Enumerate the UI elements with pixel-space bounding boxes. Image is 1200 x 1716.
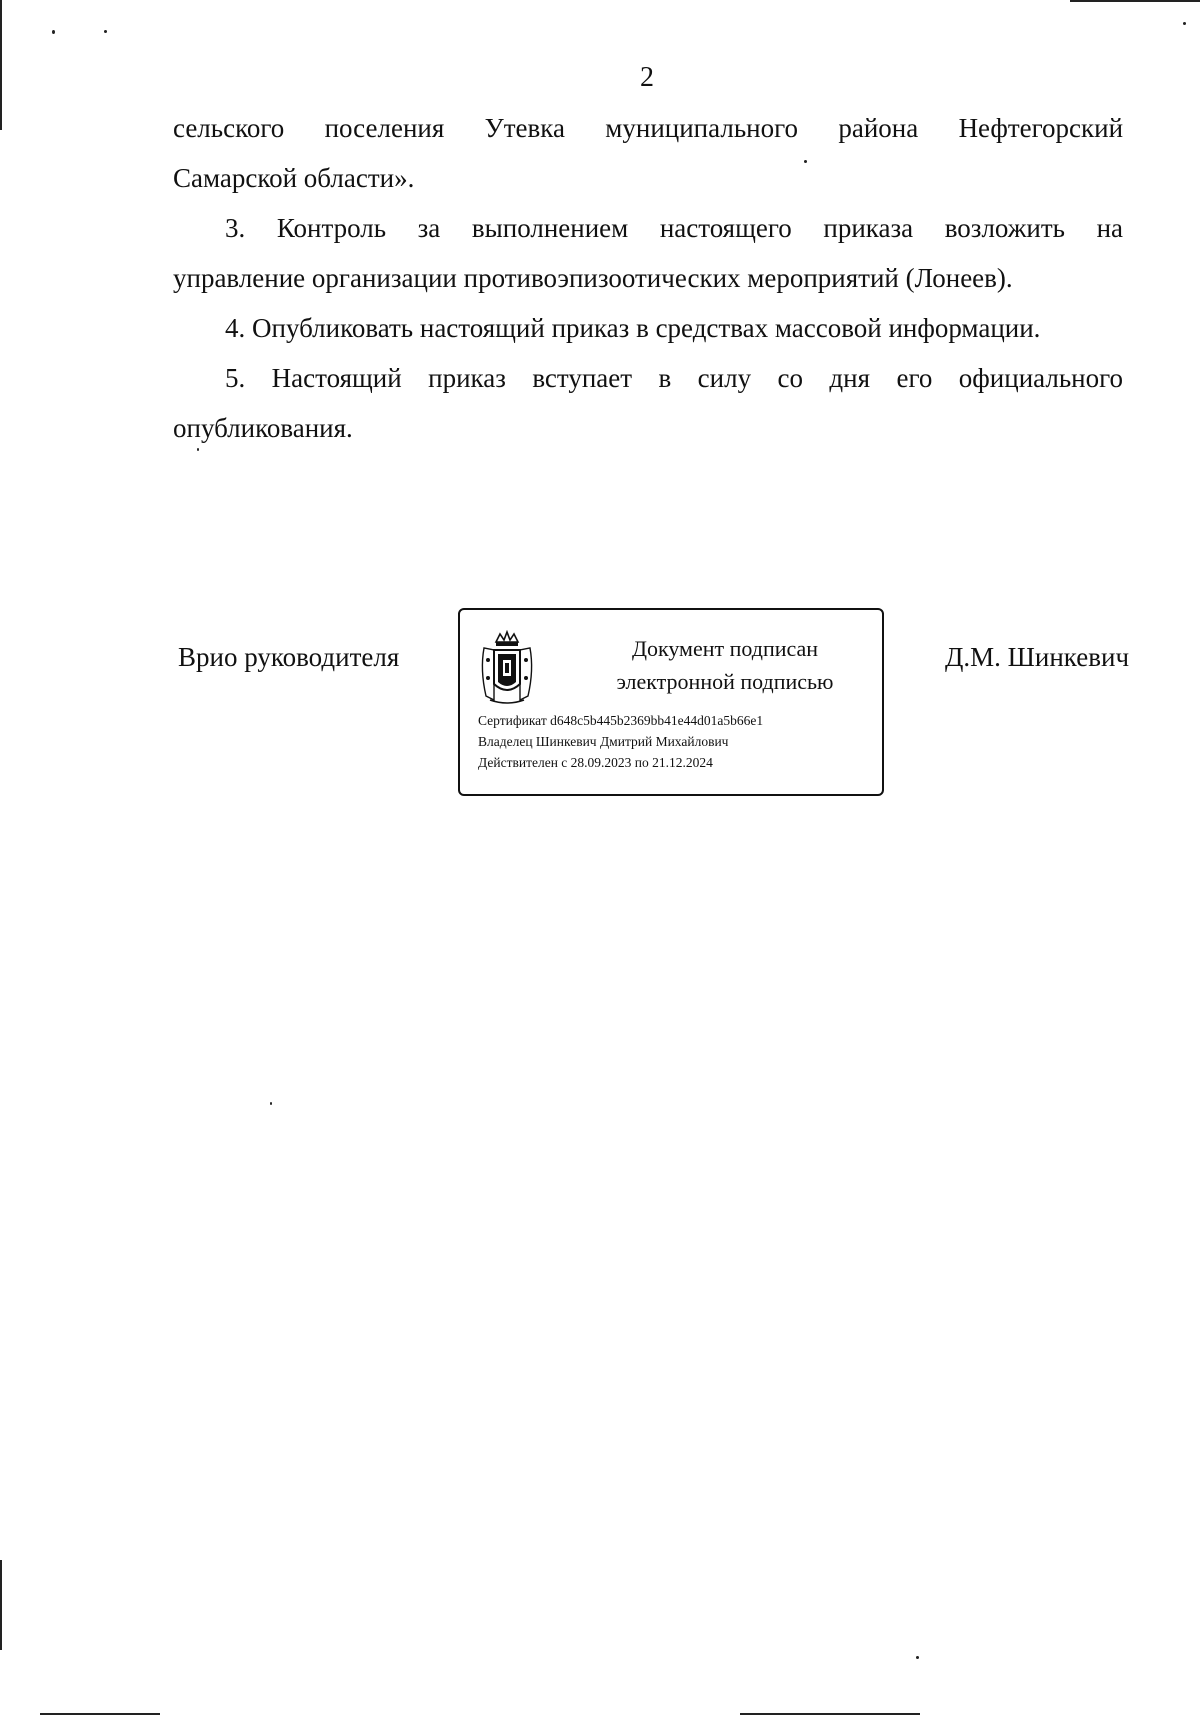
scan-edge-top-right xyxy=(1070,0,1200,2)
word: поселения xyxy=(324,113,445,143)
stamp-owner: Владелец Шинкевич Дмитрий Михайлович xyxy=(478,734,729,749)
scan-edge-left-bottom xyxy=(0,1560,2,1650)
electronic-signature-stamp xyxy=(458,608,884,796)
paragraph-3-line-1: 3. Контроль за выполнением настоящего приказа возложить на xyxy=(225,213,1123,243)
scan-speck xyxy=(916,1656,919,1659)
scan-edge-bottom-2 xyxy=(740,1713,920,1715)
paragraph-5-line-2: опубликования. xyxy=(173,413,353,443)
signatory-name: Д.М. Шинкевич xyxy=(945,642,1130,672)
paragraph-5-line-1: 5. Настоящий приказ вступает в силу со дня его официального xyxy=(225,363,1123,393)
page-number: 2 xyxy=(640,62,654,93)
stamp-title xyxy=(580,632,870,698)
scan-speck xyxy=(270,1102,272,1105)
stamp-validity: Действителен с 28.09.2023 по 21.12.2024 xyxy=(478,755,713,770)
paragraph-line: Самарской области». xyxy=(173,163,415,193)
scan-edge-bottom xyxy=(40,1713,160,1715)
stamp-certificate: Сертификат d648c5b445b2369bb41e44d01a5b66e1 xyxy=(478,713,764,728)
word: муниципального xyxy=(605,113,798,143)
word: сельского xyxy=(173,113,285,143)
stamp-title-line-1: Документ подписан xyxy=(631,636,819,661)
word: Утевка xyxy=(484,113,565,143)
stamp-details xyxy=(478,710,763,773)
scan-speck xyxy=(104,30,107,33)
word: Нефтегорский xyxy=(958,113,1124,143)
scan-speck xyxy=(52,30,55,34)
word: района xyxy=(838,113,919,143)
scan-speck xyxy=(1183,22,1186,25)
paragraph-4: 4. Опубликовать настоящий приказ в средствах массовой информации. xyxy=(225,313,1041,343)
coat-of-arms-icon xyxy=(478,630,536,706)
stamp-title-line-2: электронной подписью xyxy=(616,669,834,694)
paragraph-3-line-2: управление организации противоэпизоотических мероприятий (Лонеев). xyxy=(173,263,1013,293)
paragraph-line xyxy=(173,103,1123,153)
signatory-position: Врио руководителя xyxy=(178,642,400,672)
